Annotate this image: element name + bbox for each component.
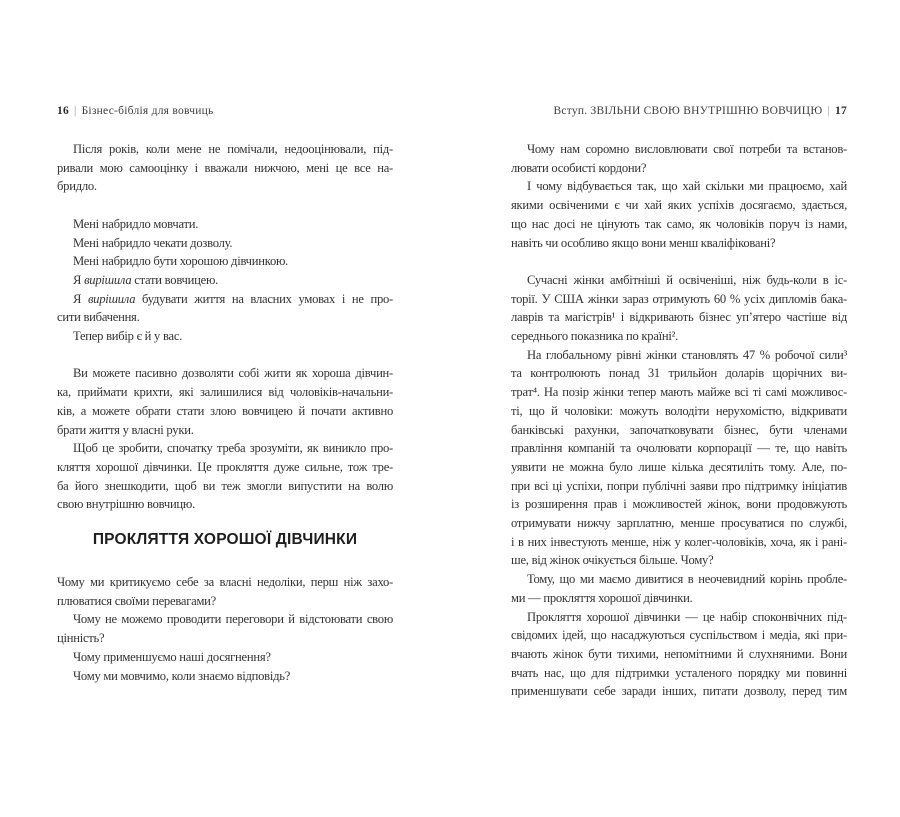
- page-number-left: 16: [57, 105, 69, 117]
- page-body-right: [511, 140, 847, 701]
- text-line: Я вирішила стати вовчицею.: [73, 272, 219, 287]
- text-line: Чому нам соромно висловлювати свої потреби та встанов-: [527, 142, 847, 156]
- text-line: свою внутрішню вовчицю.: [57, 497, 195, 512]
- running-header-left: [57, 104, 393, 118]
- text-line: Мені набридло мовчати.: [73, 216, 199, 231]
- paragraph: [511, 177, 847, 252]
- text-line: Щоб це зробити, спочатку треба зрозуміти, як виникло про-: [73, 441, 393, 456]
- text-line: правління компаній та очолювати корпорації — те, що навіть: [511, 441, 847, 456]
- text-line: вчать нас, що для підтримки усталеного порядку ми повинні: [511, 665, 847, 680]
- text-line: Сучасні жінки амбітніші й освіченіші, ніж будь-коли в іс-: [527, 272, 847, 287]
- header-separator: |: [74, 105, 77, 117]
- text-line: плюватися своїми перевагами?: [57, 593, 216, 608]
- italic-text: вирішила: [84, 272, 132, 287]
- italic-text: вирішила: [87, 291, 136, 306]
- paragraph: [57, 215, 393, 346]
- paragraph: [511, 570, 847, 607]
- paragraph: [57, 648, 393, 667]
- text-line: бридло.: [57, 179, 97, 194]
- text-line: уявити не можна було лише кілька десятиліть тому. Але, по-: [511, 459, 847, 474]
- text-line: І чому відбувається так, що хай скільки ми працюємо, хай: [527, 179, 847, 194]
- paragraph: [57, 667, 393, 686]
- text-line: середнього показника по країні².: [511, 329, 679, 344]
- text-line: Після років, коли мене не помічали, недооцінювали, під-: [73, 142, 393, 156]
- text-line: ривали мою самооцінку і вважали нижчою, мені це все на-: [57, 160, 393, 175]
- header-separator: |: [827, 105, 830, 117]
- text-line: Тепер вибір є й у вас.: [73, 329, 183, 344]
- paragraph-spacer: [511, 252, 847, 271]
- paragraph: [511, 140, 847, 177]
- text-line: сити вибачення.: [57, 310, 140, 325]
- text-line: отримувати нижчу зарплатню, менше просуватися по службі,: [511, 516, 847, 531]
- text-line: вчають жінок бути тихими, непомітними й слухняними. Вони: [511, 646, 847, 661]
- text-line: навіть чи особливо якщо вони менш кваліфіковані?: [511, 235, 776, 250]
- text-line: трат⁴. На позір жінки тепер мають майже всі ті самі можливос-: [511, 385, 847, 400]
- text-line: і в них інвестують менше, ніж у колег-чоловіків, хоча, як і рані-: [511, 534, 847, 549]
- paragraph: [57, 573, 393, 610]
- page-body-left: [57, 140, 393, 685]
- text-line: свідомих ідей, що насаджуються суспільством і медіа, які при-: [511, 628, 847, 643]
- text-line: ті, що й чоловіки: можуть володіти нерухомістю, відкривати: [511, 403, 847, 418]
- text-line: Чому применшуємо наші досягнення?: [73, 649, 271, 664]
- text-line: Мені набридло чекати дозволу.: [73, 235, 233, 250]
- paragraph-spacer: [57, 346, 393, 365]
- text-line: брати життя у власні руки.: [57, 422, 194, 437]
- text-line: що нас досі не цінують так само, як чоловіків поруч із нами,: [511, 216, 847, 231]
- section-heading: ПРОКЛЯТТЯ ХОРОШОЇ ДІВЧИНКИ: [92, 531, 358, 549]
- text-line: На глобальному рівні жінки становлять 47 % робочої сили³: [527, 347, 847, 362]
- paragraph: [57, 140, 393, 196]
- paragraph: [57, 364, 393, 439]
- text-line: Я вирішила будувати життя на власних умовах і не про-: [73, 291, 393, 306]
- chapter-title: Вступ. ЗВІЛЬНИ СВОЮ ВНУТРІШНЮ ВОВЧИЦЮ: [553, 105, 823, 117]
- paragraph: [511, 346, 847, 570]
- text-line: Чому ми мовчимо, коли знаємо відповідь?: [73, 668, 291, 683]
- text-line: банківські рахунки, започатковувати бізнес, бути членами: [511, 422, 847, 437]
- paragraph: [511, 608, 847, 702]
- text-line: при всі ці успіхи, попри публічні заяви про підтримку ініціатив: [511, 478, 847, 493]
- text-line: Тому, що ми маємо дивитися в неочевидний корінь пробле-: [527, 572, 847, 587]
- page-left: [57, 104, 393, 685]
- text-line: ка, приймати крихти, які залишилися від чоловіків-начальни-: [57, 385, 393, 400]
- text-line: якими освіченими є чи хай яких успіхів досягаємо, здається,: [511, 198, 847, 213]
- paragraph: [57, 610, 393, 647]
- text-line: Чому не можемо проводити переговори й відстоювати свою: [73, 612, 393, 627]
- text-line: цінність?: [57, 631, 105, 646]
- paragraph-spacer: [57, 196, 393, 215]
- text-line: ше, від жінок очікується більше. Чому?: [511, 553, 714, 568]
- book-title: Бізнес-біблія для вовчиць: [81, 105, 214, 117]
- text-line: лаврів та магістрів¹ і відкривають бізнес уп’ятеро частіше від: [511, 310, 847, 325]
- page-number-right: 17: [835, 105, 847, 117]
- text-line: ми — прокляття хорошої дівчинки.: [511, 590, 693, 605]
- text-line: лювати особисті кордони?: [511, 160, 647, 175]
- text-line: Ви можете пасивно дозволяти собі жити як хороша дівчин-: [73, 366, 393, 381]
- text-line: ків, а можете обрати стати злою вовчицею й почати активно: [57, 403, 393, 418]
- paragraph: [511, 271, 847, 346]
- text-line: торії. У США жінки зараз отримують 60 % усіх дипломів бака-: [511, 291, 847, 306]
- text-line: применшувати себе заради інших, питати дозволу, перед тим: [511, 684, 847, 699]
- text-line: Чому ми критикуємо себе за власні недоліки, перш ніж захо-: [57, 575, 393, 590]
- paragraph: [57, 439, 393, 514]
- text-line: кляття хорошої дівчинки. Це прокляття дуже сильне, тож тре-: [57, 459, 393, 474]
- text-line: Прокляття хорошої дівчинки — це набір споконвічних під-: [527, 609, 847, 624]
- page-right: [511, 104, 847, 701]
- text-line: ба його знешкодити, щоб ви теж змогли випустити на волю: [57, 478, 393, 493]
- text-line: Мені набридло бути хорошою дівчинкою.: [73, 254, 289, 269]
- text-line: та контролюють понад 31 трильйон доларів щорічних ви-: [511, 366, 847, 381]
- running-header-right: [511, 104, 847, 118]
- text-line: із розширення прав і можливостей жінок, вони продовжують: [511, 497, 847, 512]
